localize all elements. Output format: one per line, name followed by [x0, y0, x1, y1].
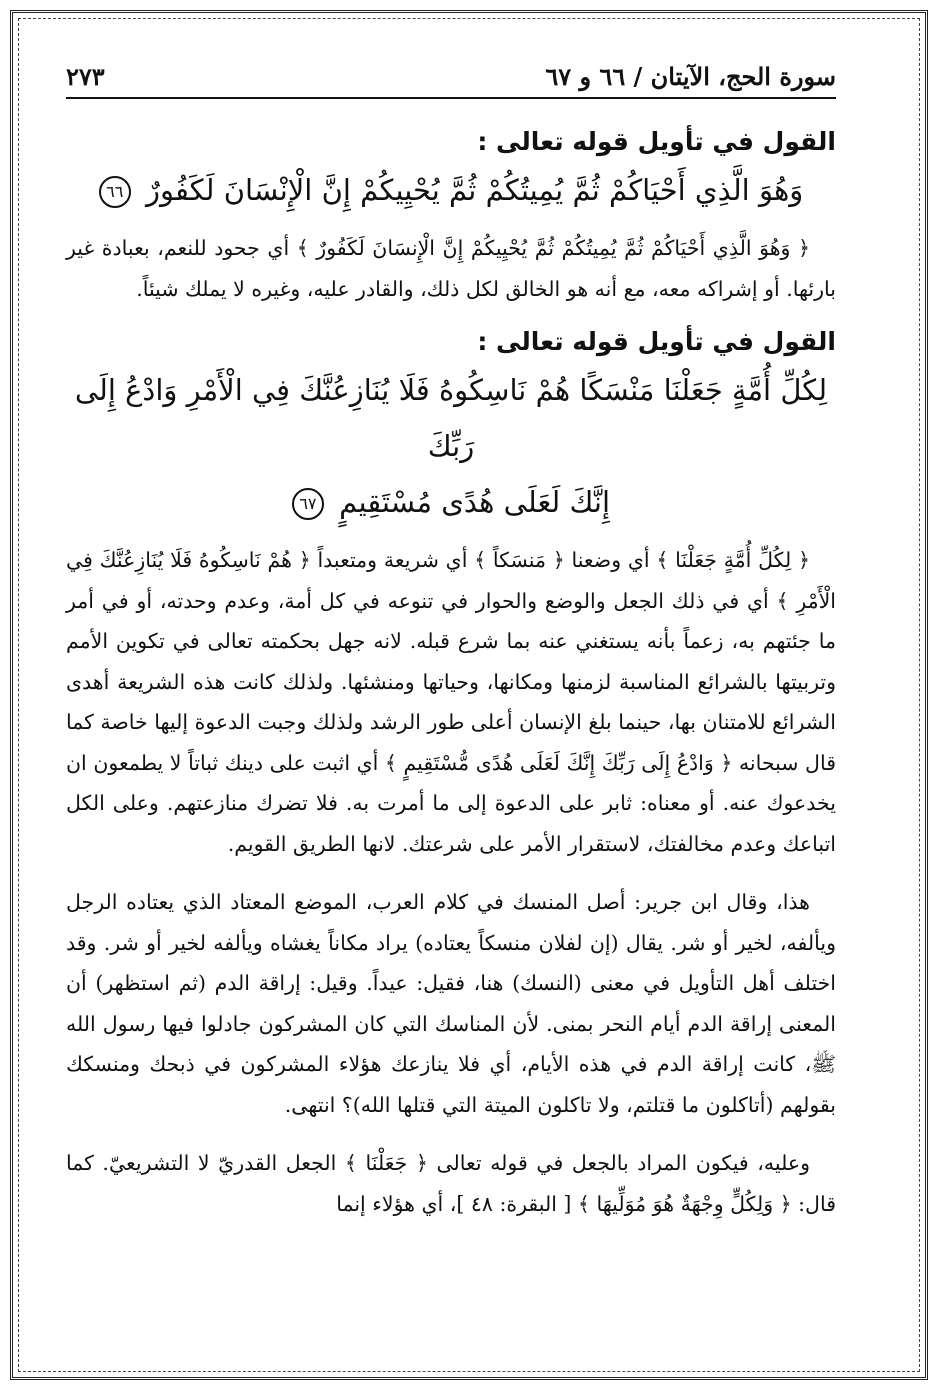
verse-66: [66, 162, 836, 218]
section-heading-2: القول في تأويل قوله تعالى :: [477, 327, 836, 356]
commentary-paragraph: وعليه، فيكون المراد بالجعل في قوله تعالى ﴿ جَعَلْنَا ﴾ الجعل القدريّ لا التشريعيّ. كما قال: ﴿ وَلِكُلٍّ وِجْهَةٌ هُوَ مُوَلِّيهَا ﴾ [ البقرة: ٤٨ ]، أي هؤلاء إنما: [66, 1151, 836, 1216]
running-header: [66, 62, 836, 99]
verse-67: [66, 362, 836, 530]
page-number: ٢٧٣: [66, 62, 105, 91]
verse-number-marker: ٦٦: [99, 176, 131, 208]
book-page: [66, 62, 836, 1242]
verse-67-line-2: إِنَّكَ لَعَلَى هُدًى مُسْتَقِيمٍ: [339, 485, 611, 519]
verse-67-line-1: لِكُلِّ أُمَّةٍ جَعَلْنَا مَنْسَكًا هُمْ نَاسِكُوهُ فَلَا يُنَازِعُنَّكَ فِي الْأَمْرِ وَادْعُ إِلَى رَبِّكَ: [74, 373, 828, 463]
commentary-paragraph: ﴿ وَهُوَ الَّذِي أَحْيَاكُمْ ثُمَّ يُمِيتُكُمْ ثُمَّ يُحْيِيكُمْ إِنَّ الْإِنسَانَ لَكَفُورٌ ﴾ أي جحود للنعم، بعبادة غير بارئها. أو إشراكه معه، مع أنه هو الخالق لكل ذلك، والقادر عليه، وغيره لا يملك شيئاً.: [66, 236, 836, 301]
commentary-paragraph: ﴿ لِكُلِّ أُمَّةٍ جَعَلْنَا ﴾ أي وضعنا ﴿ مَنسَكاً ﴾ أي شريعة ومتعبداً ﴿ هُمْ نَاسِكُوهُ فَلَا يُنَازِعُنَّكَ فِي الْأَمْرِ ﴾ أي في ذلك الجعل والوضع والحوار في تنوعه في كل أمة، وعدم وحدته، أو في أمر ما جئتهم به، زعماً بأنه يستغني عنه بما شرع قبله. لانه جهل بحكمته تعالى في تكوين الأمم وتربيتها بالشرائع المناسبة لزمنها ومكانها، وحياتها ومنشئها. ولذلك كانت هذه الشريعة أهدى الشرائع للامتنان بها، حينما بلغ الإنسان أعلى طور الرشد ولذلك وجبت الدعوة إليها خاصة كما قال سبحانه ﴿ وَادْعُ إِلَى رَبِّكَ إِنَّكَ لَعَلَى هُدًى مُّسْتَقِيمٍ ﴾ أي اثبت على دينك ثباتاً لا يطمعون ان يخدعوك عنه. أو معناه: ثابر على الدعوة إلى ما أمرت به. فلا تضرك منازعتهم. وعلى الكل اتباعك وعدم مخالفتك، لاستقرار الأمر على شرعتك. لانها الطريق القويم.: [66, 548, 836, 856]
section-heading-1: القول في تأويل قوله تعالى :: [477, 127, 836, 156]
surah-title: سورة الحج، الآيتان / ٦٦ و ٦٧: [545, 62, 836, 91]
verse-66-text: وَهُوَ الَّذِي أَحْيَاكُمْ ثُمَّ يُمِيتُكُمْ ثُمَّ يُحْيِيكُمْ إِنَّ الْإِنْسَانَ لَكَفُورٌ: [145, 173, 804, 207]
commentary-paragraph: هذا، وقال ابن جرير: أصل المنسك في كلام العرب، الموضع المعتاد الذي يعتاده الرجل ويألفه، لخير أو شر. يقال (إن لفلان منسكاً يعتاده) يراد مكاناً يغشاه ويألفه لخير أو شر. وقد اختلف أهل التأويل في معنى (النسك) هنا، فقيل: عيداً. وقيل: إراقة الدم (ثم استظهر) أن المعنى إراقة الدم أيام النحر بمنى. لأن المناسك التي كان المشركون جادلوا فيها رسول الله ﷺ، كانت إراقة الدم في هذه الأيام، أي فلا ينازعك هؤلاء المشركون في ذبحك ومنسكك بقولهم (أتاكلون ما قتلتم، ولا تاكلون الميتة التي قتلها الله)؟ انتهى.: [66, 890, 836, 1117]
verse-number-marker: ٦٧: [292, 488, 324, 520]
